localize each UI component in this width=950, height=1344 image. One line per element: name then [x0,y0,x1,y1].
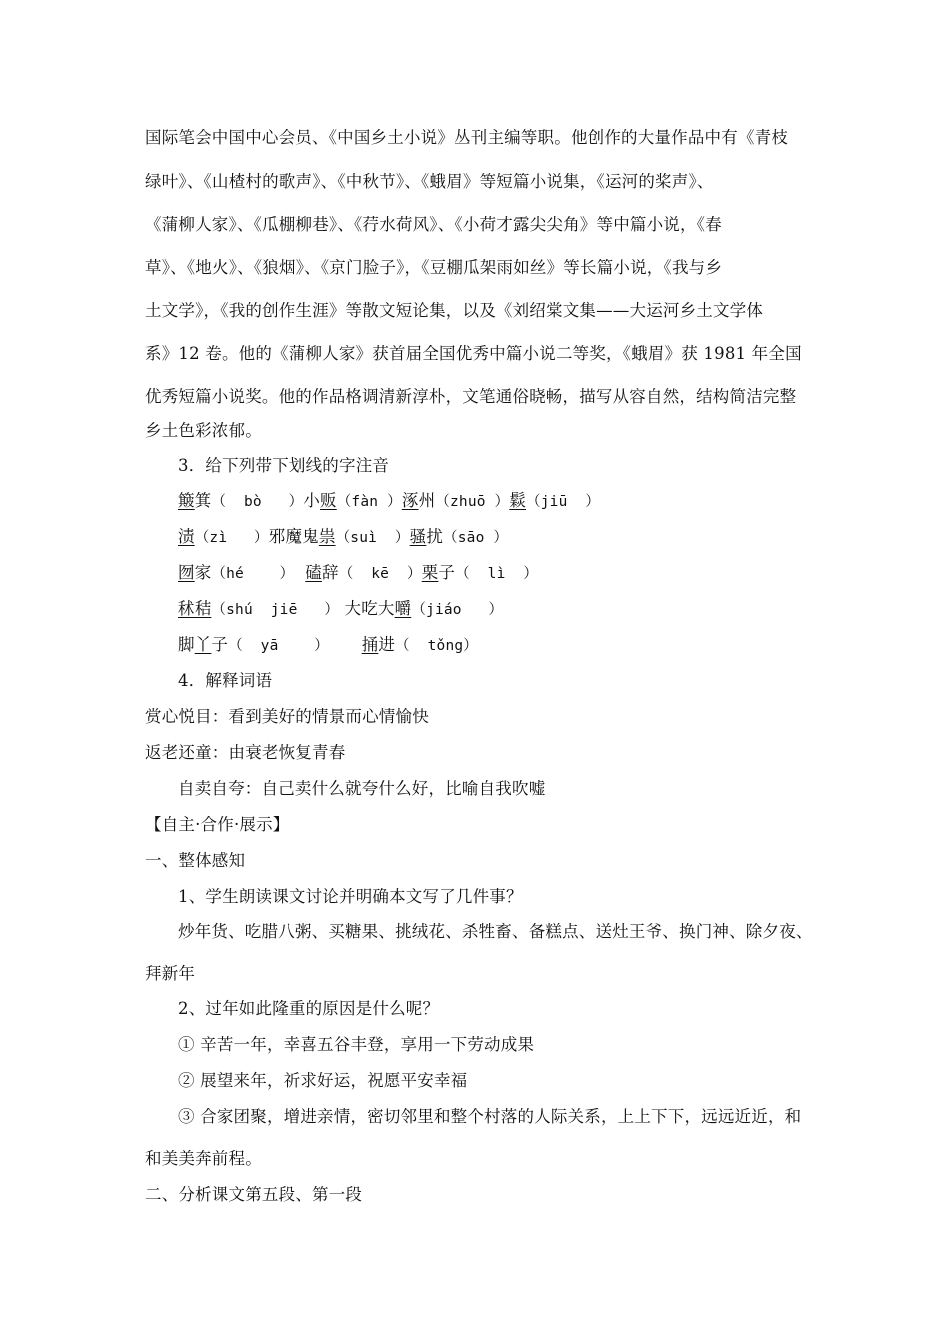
pinyin: （ lì ） [455,566,539,582]
definition-item: 赏心悦目：看到美好的情景而心情愉快 [145,707,429,726]
answer-2-item: ① 辛苦一年，幸喜五谷丰登，享用一下劳动成果 [178,1035,535,1054]
part-2-title: 二、分析课文第五段、第一段 [145,1185,363,1204]
underlined-char: 涿 [401,491,419,510]
pinyin-row-5 [178,631,478,655]
pinyin-row-2 [178,523,508,547]
underlined-char: 嚼 [394,599,412,618]
underlined-char: 簸 [178,491,195,510]
word-char: 进 [378,635,396,654]
word-char: 脚 [178,635,195,654]
word-char: 辞 [321,563,339,582]
underlined-char: 丫 [194,635,212,654]
word-char: 州 [418,491,436,510]
word-char: 小 [303,491,321,510]
pinyin: （jiáo ） [411,602,504,618]
pinyin: （ tǒng） [395,638,479,654]
question-1: 1、学生朗读课文讨论并明确本文写了几件事？ [178,887,523,906]
bio-line: 优秀短篇小说奖。他的作品格调清新淳朴，文笔通俗晓畅，描写从容自然，结构简洁完整 [145,387,797,406]
pinyin: （zhuō ） [435,494,510,510]
word-char: 子 [438,563,456,582]
bio-line: 系》12 卷。他的《蒲柳人家》获首届全国优秀中篇小说二等奖，《蛾眉》获 1981 年全国 [145,344,802,363]
answer-1-line: 拜新年 [145,964,196,983]
pinyin: （ bò ） [211,494,304,510]
answer-2-item: ③ 合家团聚，增进亲情，密切邻里和整个村落的人际关系，上上下下，远远近近，和 [178,1107,802,1126]
underlined-char: 磕 [305,563,322,582]
bio-line: 乡土色彩浓郁。 [145,421,262,440]
word-char: 箕 [194,491,212,510]
bio-line: 土文学》，《我的创作生涯》等散文短论集，以及《刘绍棠文集——大运河乡土文学体 [145,301,764,320]
part-1-title: 一、整体感知 [145,851,246,870]
word-char: 子 [211,635,229,654]
underlined-char: 秫秸 [178,599,212,618]
pinyin: （jiū ） [526,494,601,510]
section-header: 【自主·合作·展示】 [145,815,290,834]
underlined-char: 祟 [318,527,336,546]
word-char: 家 [194,563,212,582]
definition-item: 返老还童：由衰老恢复青春 [145,743,346,762]
word-char: 大吃大 [344,599,395,618]
pinyin: （suì ） [335,530,410,546]
pinyin: （fàn ） [336,494,402,510]
section-3-title: 3．给下列带下划线的字注音 [178,456,390,475]
underlined-char: 栗 [421,563,439,582]
pinyin-row-3 [178,559,538,583]
pinyin-row-1 [178,487,600,511]
bio-line: 绿叶》、《山楂村的歌声》、《中秋节》、《蛾眉》等短篇小说集，《运河的桨声》、 [145,172,714,191]
answer-2-item: ② 展望来年，祈求好运，祝愿平安幸福 [178,1071,468,1090]
word-char: 扰 [426,527,444,546]
word-char: 邪魔鬼 [268,527,319,546]
underlined-char: 渍 [178,527,195,546]
underlined-char: 捅 [361,635,379,654]
underlined-char: 骚 [409,527,427,546]
section-4-title: 4．解释词语 [178,671,273,690]
bio-line: 《蒲柳人家》、《瓜棚柳巷》、《荇水荷风》、《小荷才露尖尖角》等中篇小说，《春 [145,215,722,234]
question-2: 2、过年如此隆重的原因是什么呢？ [178,999,440,1018]
pinyin: （sāo ） [443,530,509,546]
underlined-char: 囫 [178,563,195,582]
pinyin: （zì ） [194,530,269,546]
pinyin-row-4 [178,595,503,619]
pinyin: （ kē ） [338,566,422,582]
definition-item: 自卖自夸：自己卖什么就夸什么好，比喻自我吹嘘 [178,779,546,798]
underlined-char: 贩 [320,491,337,510]
underlined-char: 鬏 [509,491,527,510]
answer-2-item: 和美美奔前程。 [145,1149,262,1168]
bio-line: 国际笔会中国中心会员、《中国乡土小说》丛刊主编等职。他创作的大量作品中有《青枝 [145,128,789,147]
answer-1-line: 炒年货、吃腊八粥、买糖果、挑绒花、杀牲畜、备糕点、送灶王爷、换门神、除夕夜、 [178,922,813,941]
pinyin: （ yā ） [228,638,329,654]
bio-line: 草》、《地火》、《狼烟》、《京门脸子》，《豆棚瓜架雨如丝》等长篇小说，《我与乡 [145,258,723,277]
pinyin: （shú jiē ） [211,602,340,618]
pinyin: （hé ） [211,566,295,582]
